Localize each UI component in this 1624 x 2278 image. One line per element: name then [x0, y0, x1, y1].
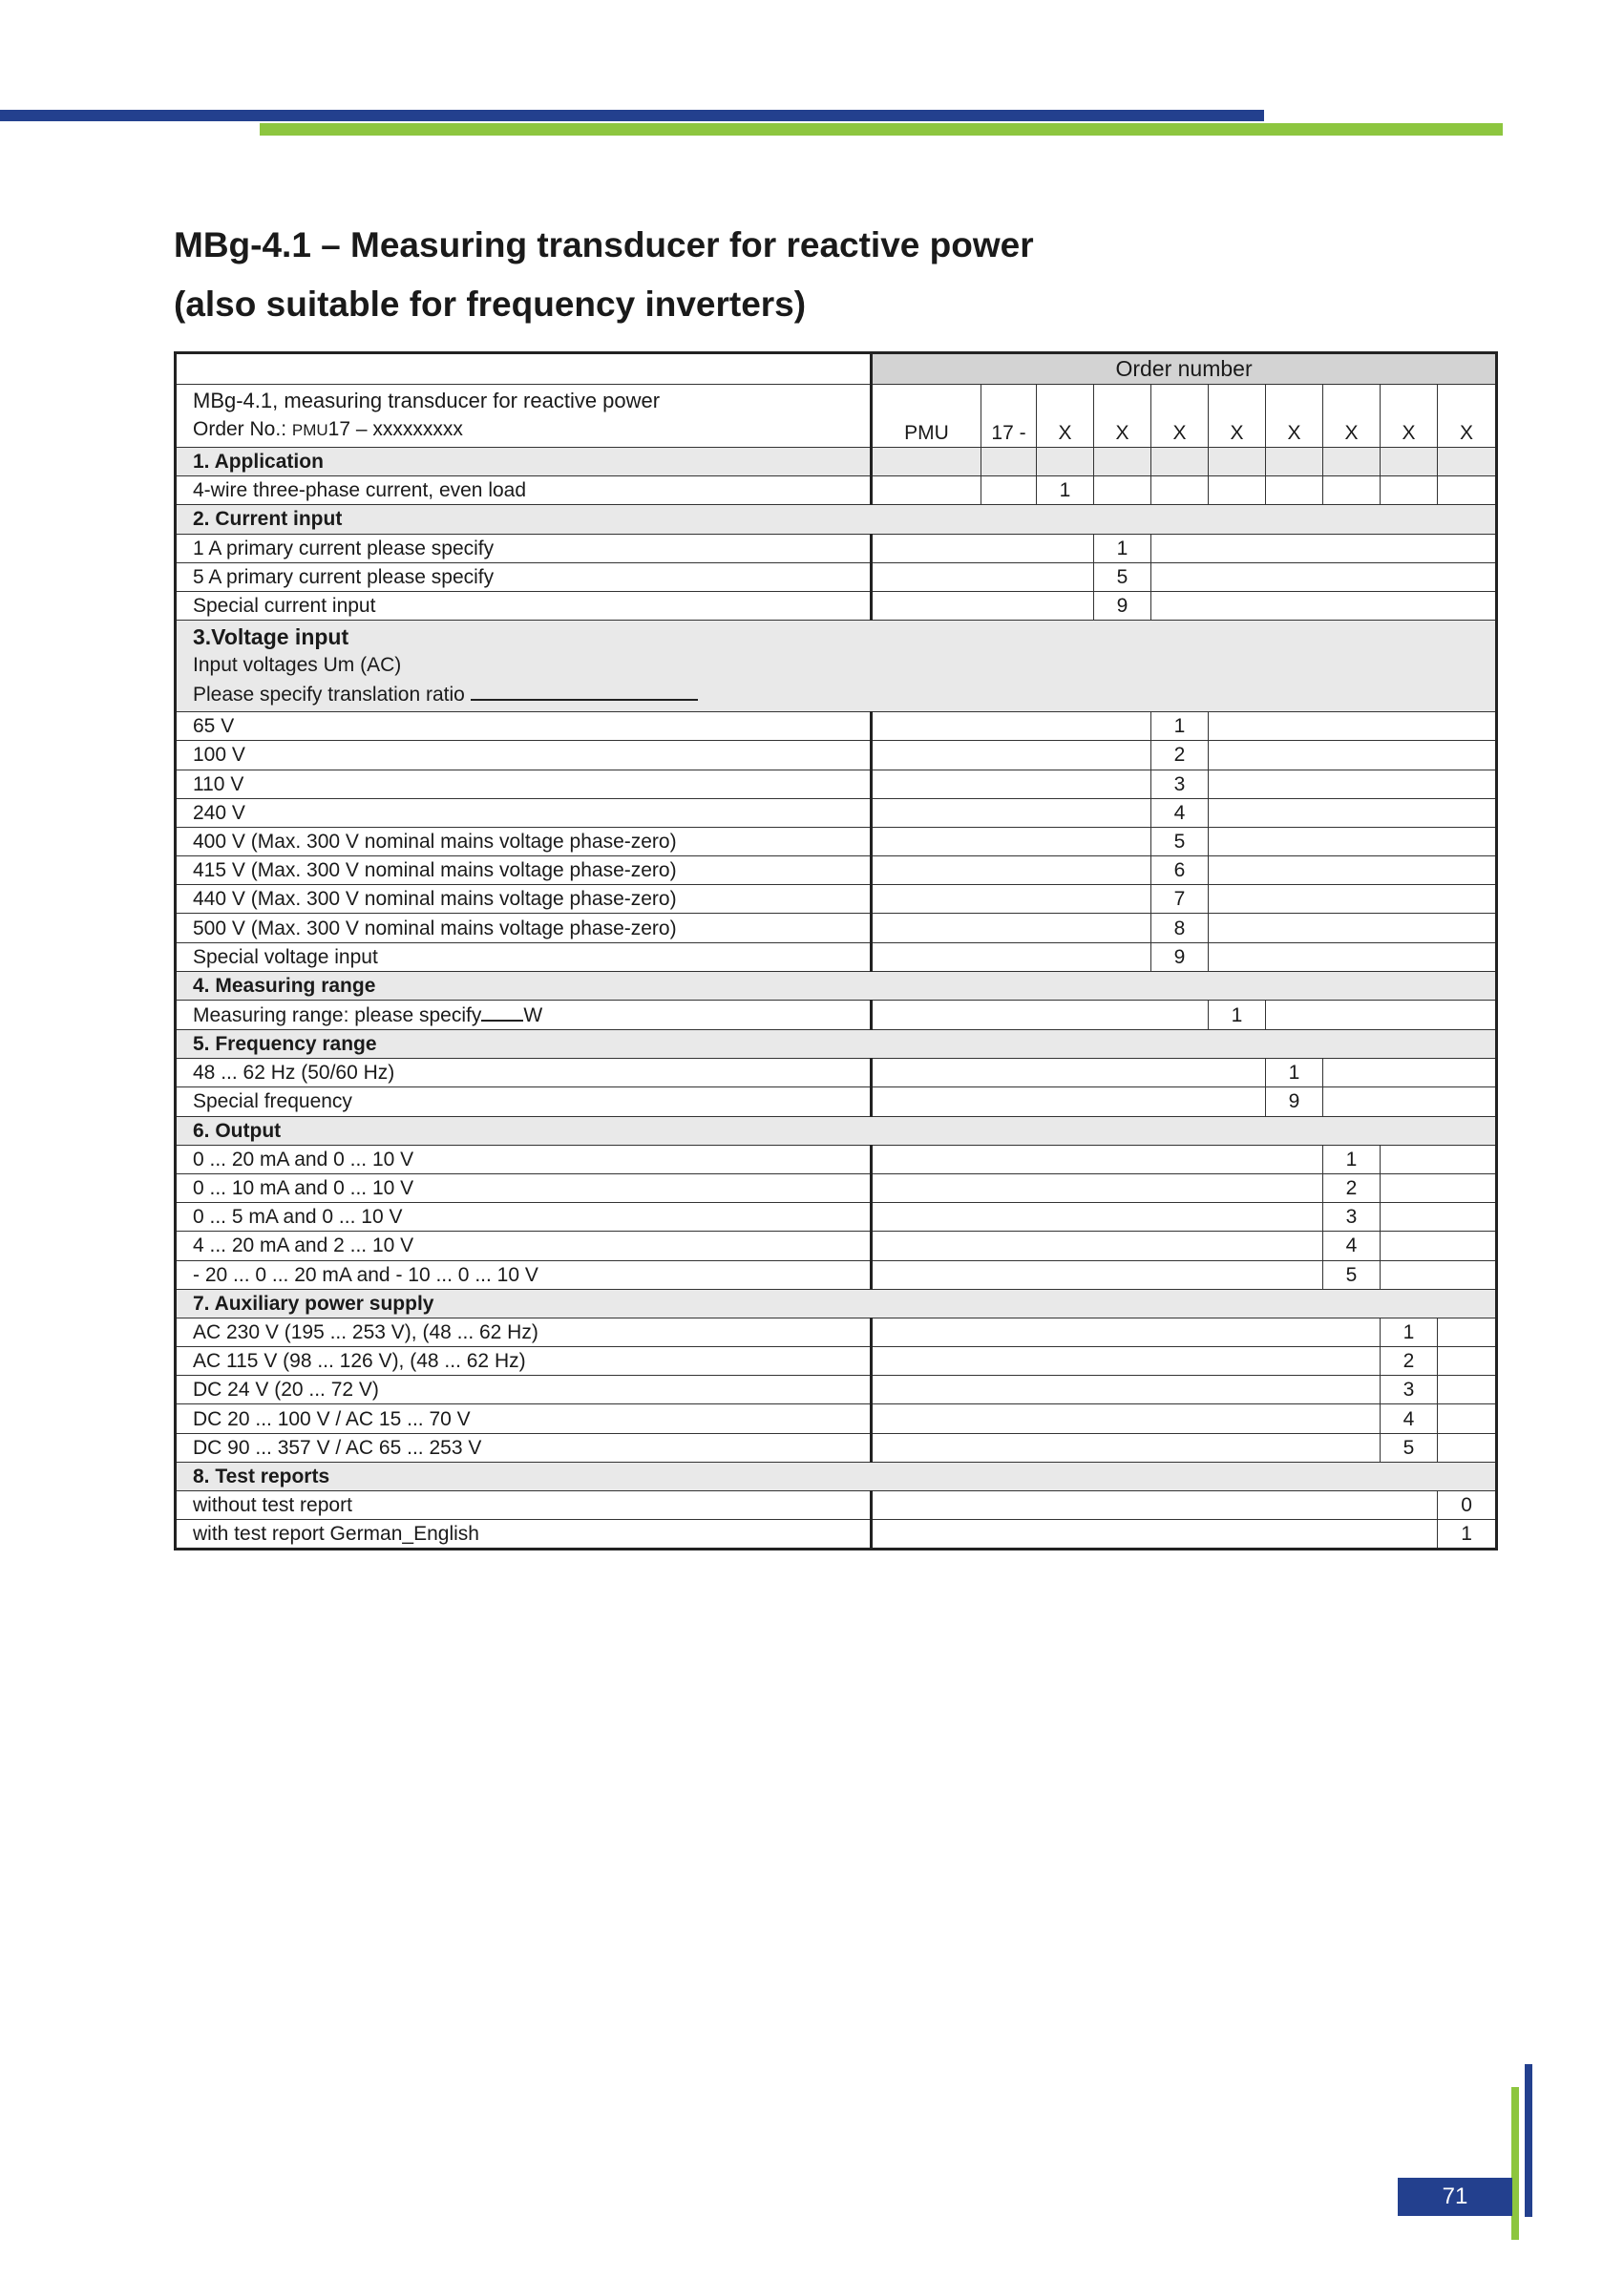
row-label: 4 ... 20 mA and 2 ... 10 V — [176, 1232, 872, 1260]
order-number-header: Order number — [872, 353, 1497, 385]
side-blue-bar — [1525, 2064, 1532, 2217]
row-label: 0 ... 5 mA and 0 ... 10 V — [176, 1203, 872, 1232]
page-title — [174, 216, 1034, 334]
header-empty-cell — [176, 353, 872, 385]
table-row — [176, 741, 1497, 770]
row-label: 65 V — [176, 712, 872, 741]
row-code: 3 — [1151, 770, 1209, 798]
row-label: 5 A primary current please specify — [176, 562, 872, 591]
row-label-a: Measuring range: please specify — [193, 1004, 482, 1026]
section-auxiliary-power — [176, 1289, 1497, 1318]
top-blue-bar — [0, 110, 1264, 121]
row-code: 6 — [1151, 856, 1209, 885]
row-code: 1 — [1438, 1520, 1497, 1550]
row-label: Special current input — [176, 591, 872, 620]
product-name: MBg-4.1, measuring transducer for reactive power — [193, 389, 661, 412]
row-code: 5 — [1094, 562, 1151, 591]
code-x-3: X — [1151, 385, 1209, 448]
code-pmu: PMU — [872, 385, 981, 448]
table-row — [176, 712, 1497, 741]
table-row — [176, 1433, 1497, 1462]
row-label: 440 V (Max. 300 V nominal mains voltage phase-zero) — [176, 885, 872, 914]
row-code: 4 — [1151, 798, 1209, 827]
code-x-1: X — [1037, 385, 1094, 448]
table-row — [176, 798, 1497, 827]
row-code: 1 — [1381, 1318, 1438, 1346]
table-row — [176, 1087, 1497, 1116]
row-label: 4-wire three-phase current, even load — [176, 476, 872, 505]
section-title: 7. Auxiliary power supply — [176, 1289, 1497, 1318]
measuring-range-blank — [481, 1001, 523, 1022]
row-code: 2 — [1151, 741, 1209, 770]
table-row — [176, 476, 1497, 505]
row-label-b: W — [523, 1004, 543, 1026]
order-no-rest: 17 – xxxxxxxxx — [327, 418, 463, 440]
row-code: 1 — [1323, 1145, 1381, 1173]
row-code: 9 — [1094, 591, 1151, 620]
row-code: 4 — [1323, 1232, 1381, 1260]
row-label: 48 ... 62 Hz (50/60 Hz) — [176, 1059, 872, 1087]
table-row — [176, 856, 1497, 885]
measuring-range-label — [176, 1001, 872, 1030]
table-row — [176, 1001, 1497, 1030]
row-label: Special voltage input — [176, 942, 872, 971]
row-code: 5 — [1151, 827, 1209, 855]
table-row — [176, 1260, 1497, 1289]
code-17: 17 - — [981, 385, 1037, 448]
section-title: 8. Test reports — [176, 1462, 1497, 1490]
table-row — [176, 942, 1497, 971]
table-row — [176, 1347, 1497, 1376]
table-row — [176, 914, 1497, 942]
section-voltage-input — [176, 621, 1497, 712]
row-label: Special frequency — [176, 1087, 872, 1116]
section-test-reports — [176, 1462, 1497, 1490]
order-no-prefix: Order No.: — [193, 418, 292, 440]
row-label: 1 A primary current please specify — [176, 534, 872, 562]
section-voltage-cell — [176, 621, 1497, 712]
section-output — [176, 1116, 1497, 1145]
table-row — [176, 1145, 1497, 1173]
row-code: 2 — [1323, 1173, 1381, 1202]
row-code: 1 — [1209, 1001, 1266, 1030]
row-label: AC 230 V (195 ... 253 V), (48 ... 62 Hz) — [176, 1318, 872, 1346]
table-row — [176, 534, 1497, 562]
row-code: 5 — [1323, 1260, 1381, 1289]
section-title: 5. Frequency range — [176, 1030, 1497, 1059]
section-current-input — [176, 505, 1497, 534]
section-measuring-range — [176, 971, 1497, 1000]
section-application — [176, 448, 1497, 476]
voltage-sub-1: Input voltages Um (AC) — [193, 654, 402, 677]
row-label: 0 ... 10 mA and 0 ... 10 V — [176, 1173, 872, 1202]
section-title: 4. Measuring range — [176, 971, 1497, 1000]
table-row — [176, 827, 1497, 855]
row-label: 100 V — [176, 741, 872, 770]
header-row — [176, 353, 1497, 385]
row-label: DC 20 ... 100 V / AC 15 ... 70 V — [176, 1404, 872, 1433]
code-x-4: X — [1209, 385, 1266, 448]
code-x-8: X — [1438, 385, 1497, 448]
order-number-table — [174, 351, 1498, 1550]
order-no-pmu: PMU — [291, 421, 328, 439]
page-number: 71 — [1398, 2178, 1512, 2216]
table-row — [176, 1203, 1497, 1232]
table-row — [176, 1376, 1497, 1404]
row-code: 3 — [1323, 1203, 1381, 1232]
table-row — [176, 1173, 1497, 1202]
table-row — [176, 591, 1497, 620]
code-x-7: X — [1381, 385, 1438, 448]
row-label: 240 V — [176, 798, 872, 827]
row-label: 415 V (Max. 300 V nominal mains voltage phase-zero) — [176, 856, 872, 885]
row-code: 1 — [1151, 712, 1209, 741]
table-row — [176, 1318, 1497, 1346]
code-x-6: X — [1323, 385, 1381, 448]
row-label: 400 V (Max. 300 V nominal mains voltage phase-zero) — [176, 827, 872, 855]
section-title: 6. Output — [176, 1116, 1497, 1145]
row-label: 500 V (Max. 300 V nominal mains voltage phase-zero) — [176, 914, 872, 942]
table-row — [176, 1232, 1497, 1260]
row-code: 5 — [1381, 1433, 1438, 1462]
code-x-5: X — [1266, 385, 1323, 448]
table-row — [176, 1059, 1497, 1087]
row-code: 9 — [1151, 942, 1209, 971]
row-code: 7 — [1151, 885, 1209, 914]
translation-ratio-blank — [471, 680, 698, 701]
section-title: 2. Current input — [176, 505, 1497, 534]
table-row — [176, 562, 1497, 591]
section-frequency-range — [176, 1030, 1497, 1059]
row-label: 110 V — [176, 770, 872, 798]
row-label: AC 115 V (98 ... 126 V), (48 ... 62 Hz) — [176, 1347, 872, 1376]
title-line-1: MBg-4.1 – Measuring transducer for reactive power — [174, 225, 1034, 264]
row-code: 8 — [1151, 914, 1209, 942]
row-code: 0 — [1438, 1491, 1497, 1520]
voltage-sub-2: Please specify translation ratio — [193, 684, 471, 707]
section-title: 3.Voltage input — [193, 624, 349, 650]
row-label: with test report German_English — [176, 1520, 872, 1550]
product-cell — [176, 385, 872, 448]
code-x-2: X — [1094, 385, 1151, 448]
table-row — [176, 885, 1497, 914]
row-label: DC 90 ... 357 V / AC 65 ... 253 V — [176, 1433, 872, 1462]
row-label: DC 24 V (20 ... 72 V) — [176, 1376, 872, 1404]
side-green-bar — [1511, 2087, 1519, 2240]
section-title: 1. Application — [176, 448, 872, 476]
row-code: 1 — [1266, 1059, 1323, 1087]
row-label: without test report — [176, 1491, 872, 1520]
row-code: 4 — [1381, 1404, 1438, 1433]
table-row — [176, 1404, 1497, 1433]
top-green-bar — [260, 123, 1503, 136]
row-code: 9 — [1266, 1087, 1323, 1116]
product-row — [176, 385, 1497, 448]
row-code: 1 — [1094, 534, 1151, 562]
table-row — [176, 1520, 1497, 1550]
row-code: 1 — [1037, 476, 1094, 505]
row-code: 2 — [1381, 1347, 1438, 1376]
row-label: - 20 ... 0 ... 20 mA and - 10 ... 0 ... 10 V — [176, 1260, 872, 1289]
table-row — [176, 770, 1497, 798]
row-code: 3 — [1381, 1376, 1438, 1404]
order-no-line — [193, 415, 870, 445]
title-line-2: (also suitable for frequency inverters) — [174, 285, 807, 324]
row-label: 0 ... 20 mA and 0 ... 10 V — [176, 1145, 872, 1173]
table-row — [176, 1491, 1497, 1520]
voltage-sub-2-line — [193, 680, 1495, 709]
